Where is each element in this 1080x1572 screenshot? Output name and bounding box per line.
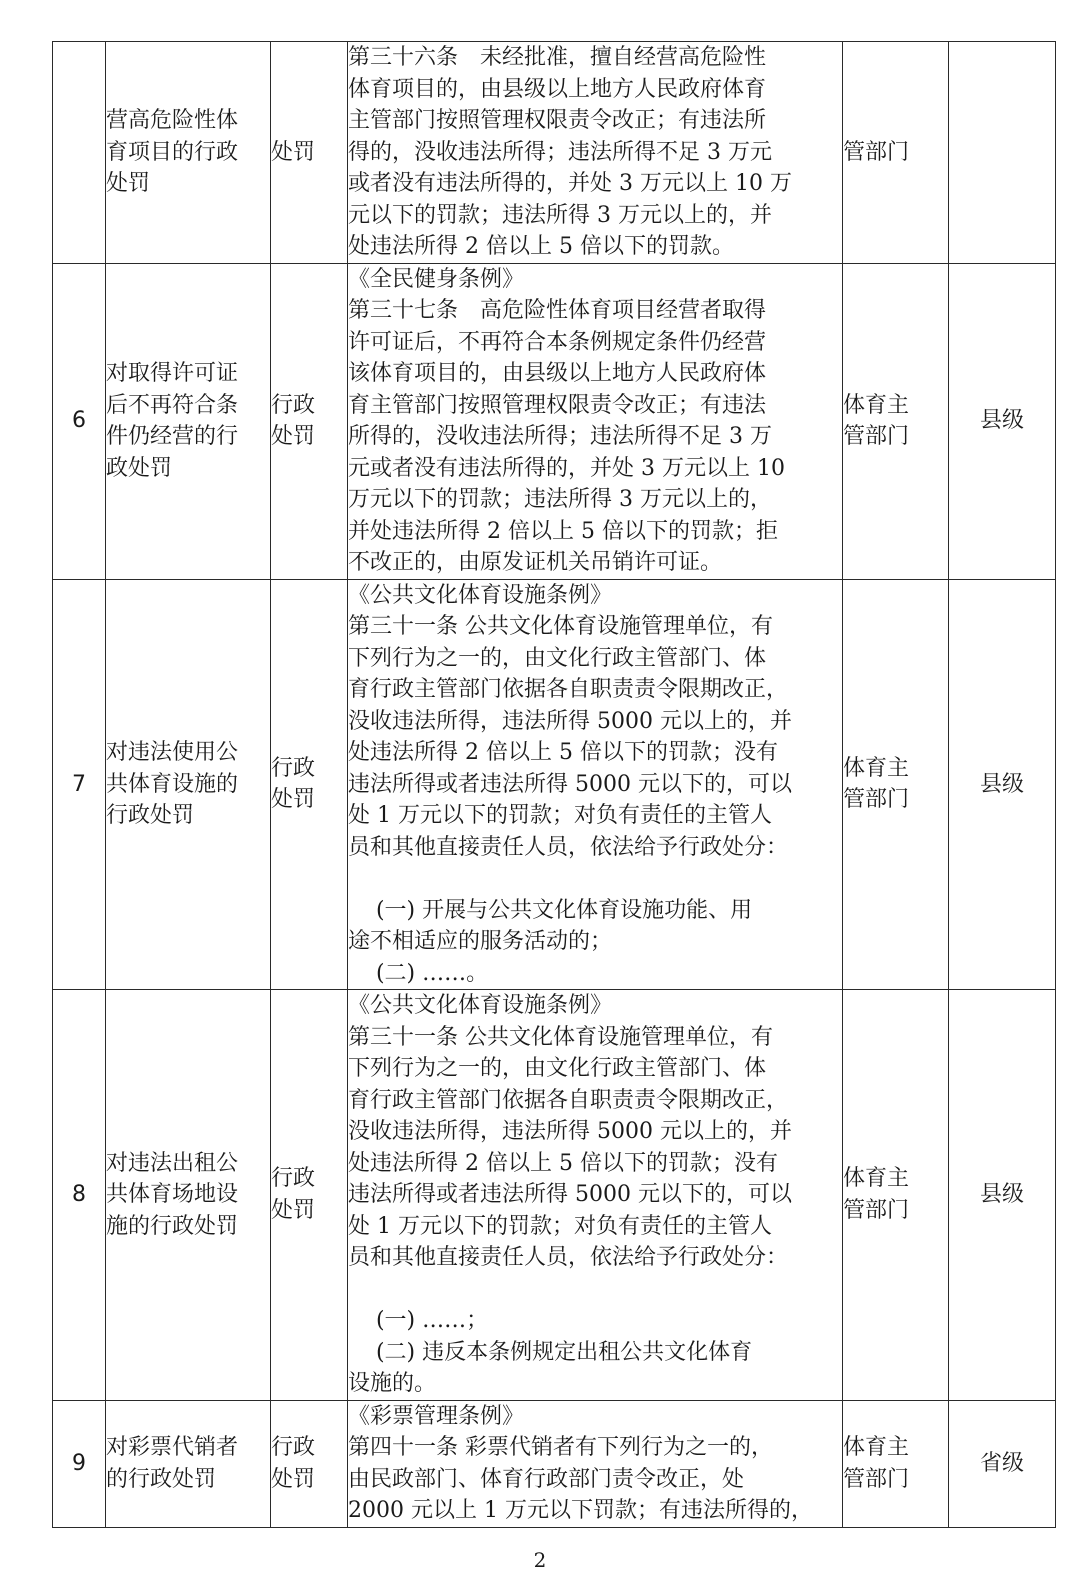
blank-line (348, 1274, 842, 1306)
legal-basis-line: 不改正的，由原发证机关吊销许可证。 (348, 550, 723, 575)
legal-basis-line: 所得的，没收违法所得；违法所得不足 3 万 (348, 424, 772, 449)
jurisdiction-level: 省级 (949, 1400, 1056, 1527)
legal-basis-line: 元或者没有违法所得的，并处 3 万元以上 10 (348, 455, 785, 481)
category (271, 263, 348, 579)
legal-basis-line: 没收违法所得，违法所得 5000 元以上的，并 (348, 708, 792, 734)
legal-basis-line: 违法所得或者违法所得 5000 元以下的，可以 (348, 771, 792, 797)
category-line: 行政 (271, 392, 316, 418)
department-line: 管部门 (843, 1466, 910, 1492)
legal-basis-line: 违法所得或者违法所得 5000 元以下的，可以 (348, 1182, 792, 1207)
legal-basis-line: 第三十六条 未经批准，擅自经营高危险性 (348, 45, 767, 70)
item-name-line: 处罚 (106, 171, 151, 196)
item-name-line: 对取得许可证 (106, 361, 239, 386)
legal-basis-line: 元以下的罚款；违法所得 3 万元以上的，并 (348, 202, 772, 228)
department-line: 管部门 (843, 1197, 910, 1223)
legal-basis-line: 下列行为之一的，由文化行政主管部门、体 (348, 1056, 767, 1081)
row-number: 9 (53, 1400, 106, 1527)
department-line: 管部门 (843, 139, 910, 165)
jurisdiction-level: 县级 (949, 579, 1056, 990)
department-line: 管部门 (843, 787, 910, 813)
legal-basis-line: 员和其他直接责任人员，依法给予行政处分： (348, 1245, 789, 1270)
department (843, 579, 949, 990)
legal-basis-line: 万元以下的罚款；违法所得 3 万元以上的， (348, 487, 772, 512)
legal-basis-line: 2000 元以上 1 万元以下罚款；有违法所得的， (348, 1498, 813, 1523)
item-name-line: 的行政处罚 (106, 1466, 217, 1492)
item-name-line: 施的行政处罚 (106, 1213, 239, 1239)
category (271, 990, 348, 1401)
legal-basis-line: 没收违法所得，违法所得 5000 元以上的，并 (348, 1119, 792, 1144)
item-name-line: 对违法出租公 (106, 1150, 239, 1176)
department (843, 263, 949, 579)
legal-basis-line: 处 1 万元以下的罚款；对负有责任的主管人 (348, 803, 772, 828)
legal-basis-line: 《公共文化体育设施条例》 (348, 993, 613, 1018)
item-name-line: 育项目的行政 (106, 139, 239, 165)
item-name (106, 263, 271, 579)
row-number: 7 (53, 579, 106, 990)
legal-basis-line: 育行政主管部门依据各自职责责令限期改正， (348, 677, 789, 702)
legal-basis-line: 第三十七条 高危险性体育项目经营者取得 (348, 298, 767, 323)
jurisdiction-level: 县级 (949, 263, 1056, 579)
legal-basis (348, 579, 843, 990)
legal-basis-line: 第四十一条 彩票代销者有下列行为之一的， (348, 1435, 773, 1460)
category-line: 处罚 (271, 787, 316, 813)
item-name (106, 42, 271, 264)
category (271, 42, 348, 264)
table-row (53, 579, 1056, 990)
legal-basis (348, 1400, 843, 1527)
legal-basis-line: 员和其他直接责任人员，依法给予行政处分： (348, 834, 789, 860)
category-line: 处罚 (271, 424, 316, 449)
legal-basis-line: 《全民健身条例》 (348, 266, 525, 292)
legal-basis-line: 处违法所得 2 倍以上 5 倍以下的罚款。 (348, 234, 734, 259)
department-line: 管部门 (843, 424, 910, 449)
category-line: 处罚 (271, 1466, 316, 1492)
item-name-line: 行政处罚 (106, 803, 195, 828)
legal-basis-line: 育行政主管部门依据各自职责责令限期改正， (348, 1087, 789, 1113)
legal-basis-line: 下列行为之一的，由文化行政主管部门、体 (348, 645, 767, 671)
category-line: 处罚 (271, 1197, 316, 1223)
jurisdiction-level: 县级 (949, 990, 1056, 1401)
table-row (53, 1400, 1056, 1527)
department-line: 体育主 (843, 1435, 910, 1460)
table-row (53, 263, 1056, 579)
jurisdiction-level (949, 42, 1056, 264)
department (843, 42, 949, 264)
category-line: 行政 (271, 1435, 316, 1460)
department-line: 体育主 (843, 1166, 910, 1192)
item-name-line: 件仍经营的行 (106, 424, 239, 449)
legal-basis-line: 处 1 万元以下的罚款；对负有责任的主管人 (348, 1213, 772, 1239)
table-row (53, 990, 1056, 1401)
legal-basis-line: 或者没有违法所得的，并处 3 万元以上 10 万 (348, 171, 792, 196)
item-name-line: 后不再符合条 (106, 392, 239, 418)
legal-basis-line: 许可证后，不再符合本条例规定条件仍经营 (348, 329, 767, 355)
category-line: 处罚 (271, 139, 316, 165)
legal-basis-line: 途不相适应的服务活动的； (348, 929, 613, 954)
department-line: 体育主 (843, 755, 910, 781)
legal-basis (348, 263, 843, 579)
department (843, 1400, 949, 1527)
blank-line (348, 863, 842, 895)
item-name (106, 579, 271, 990)
legal-basis-line: 体育项目的，由县级以上地方人民政府体育 (348, 76, 767, 102)
table-row (53, 42, 1056, 264)
legal-basis-line: 第三十一条 公共文化体育设施管理单位，有 (348, 614, 773, 639)
legal-basis-line: 该体育项目的，由县级以上地方人民政府体 (348, 361, 767, 386)
legal-basis-line: 并处违法所得 2 倍以上 5 倍以下的罚款；拒 (348, 518, 778, 544)
legal-basis-line: 《公共文化体育设施条例》 (348, 582, 613, 608)
category (271, 1400, 348, 1527)
legal-basis (348, 42, 843, 264)
legal-basis-line: (一) 开展与公共文化体育设施功能、用 (348, 897, 753, 923)
item-name-line: 对违法使用公 (106, 740, 239, 765)
category-line: 行政 (271, 1166, 316, 1192)
legal-basis-line: 设施的。 (348, 1371, 437, 1396)
legal-basis (348, 990, 843, 1401)
legal-basis-line: 处违法所得 2 倍以上 5 倍以下的罚款；没有 (348, 740, 778, 765)
table-body (53, 42, 1056, 1528)
item-name-line: 共体育场地设 (106, 1182, 239, 1207)
item-name (106, 1400, 271, 1527)
row-number: 8 (53, 990, 106, 1401)
legal-basis-line: (二) 违反本条例规定出租公共文化体育 (348, 1339, 753, 1365)
row-number: 6 (53, 263, 106, 579)
row-number (53, 42, 106, 264)
item-name (106, 990, 271, 1401)
legal-basis-line: 育主管部门按照管理权限责令改正；有违法 (348, 392, 767, 418)
legal-basis-line: 得的，没收违法所得；违法所得不足 3 万元 (348, 139, 772, 165)
legal-basis-line: 《彩票管理条例》 (348, 1403, 525, 1429)
legal-basis-line: 第三十一条 公共文化体育设施管理单位，有 (348, 1024, 773, 1050)
legal-basis-line: 主管部门按照管理权限责令改正；有违法所 (348, 108, 767, 133)
legal-basis-line: (二) ……。 (348, 960, 489, 986)
enforcement-table (52, 41, 1056, 1528)
item-name-line: 对彩票代销者 (106, 1435, 239, 1460)
category-line: 行政 (271, 755, 316, 781)
category (271, 579, 348, 990)
department (843, 990, 949, 1401)
legal-basis-line: 由民政部门、体育行政部门责令改正，处 (348, 1466, 745, 1492)
page-number: 2 (533, 1548, 547, 1572)
department-line: 体育主 (843, 392, 910, 418)
item-name-line: 政处罚 (106, 455, 173, 481)
legal-basis-line: 处违法所得 2 倍以上 5 倍以下的罚款；没有 (348, 1150, 778, 1176)
item-name-line: 共体育设施的 (106, 771, 239, 797)
item-name-line: 营高危险性体 (106, 108, 239, 133)
legal-basis-line: (一) ……； (348, 1308, 489, 1333)
